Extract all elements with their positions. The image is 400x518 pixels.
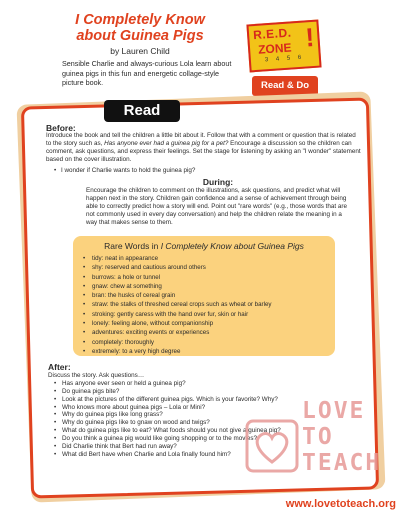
heart-icon [244,418,300,474]
rare-word-item: • stroking: gently caress with the hand over fur, skin or hair [83,310,325,319]
lesson-content [46,124,362,227]
before-text-part1: Introduce the book and tell the children a little bit about it. Follow that with a comment or question that is related to the story such as, [46,132,356,147]
after-heading: After: [48,362,71,372]
after-question: • Did Charlie think that Bert had run away? [54,443,348,451]
after-question: • Who knows more about guinea pigs – Lola or Mini? [54,404,348,412]
before-text-question: Has anyone ever had a guinea pig for a pet? [104,140,229,147]
logo-badge [246,20,321,73]
before-text [46,132,362,164]
rare-word-item: • straw: the stalks of threshed cereal crops such as wheat or barley [83,300,325,309]
watermark-word-to: TO [302,424,334,450]
before-text-part2: Encourage a discussion so the children can comment, ask questions, and express their feelings. Set the stage for listening by asking an "I wonder" statement based on the cover illustration. [46,140,361,163]
after-question: • What do guinea pigs like to eat? What foods should you not give a guinea pig? [54,427,348,435]
before-heading: Before: [46,123,76,133]
logo-red-text: R.E.D. [252,25,292,43]
during-heading: During: [202,177,234,187]
book-title-line1: I Completely Know [75,12,205,28]
rare-word-item: • gnaw: chew at something [83,282,325,291]
rare-words-title [83,241,325,252]
rare-words-list [83,254,325,356]
logo-read-do: Read & Do [252,76,318,96]
after-question: • Why do guinea pigs like long grass? [54,411,348,419]
rare-word-item: • extremely: to a very high degree [83,347,325,356]
rare-word-item: • tidy: neat in appearance [83,254,325,263]
after-question: • Has anyone ever seen or held a guinea pig? [54,380,348,388]
before-list [46,167,362,175]
rare-words-box [73,236,335,356]
book-title [40,12,240,44]
rare-words-title-prefix: Rare Words in [104,241,159,251]
rare-word-item: • lonely: feeling alone, without companionship [83,319,325,328]
book-author: by Lauren Child [110,46,170,56]
before-bullet: • I wonder if Charlie wants to hold the guinea pig? [54,167,362,175]
after-question: • Look at the pictures of the different guinea pigs. Which is your favorite? Why? [54,396,348,404]
during-text: Encourage the children to comment on the illustrations, ask questions, and predict what will happen next in the story. Children gain confidence and a sense of achievement through being able to correctly predict how a story will end. Point out "rare words" (e.g., those words that are not commonly used in every day conversation) and help the children relate the meaning in a way that makes sense to them. [86,187,348,226]
rare-word-item: • adventures: exciting events or experiences [83,328,325,337]
rare-word-item: • shy: reserved and cautious around others [83,263,325,272]
after-question: • Why do guinea pigs like to gnaw on wood and twigs? [54,419,348,427]
logo-exclamation-icon: ! [304,21,316,53]
love-to-teach-watermark [244,398,382,504]
website-url[interactable]: www.lovetoteach.org [285,498,396,510]
red-zone-logo [248,14,326,102]
after-question: • Do you think a guinea pig would like going shopping or to the movies? [54,435,348,443]
rare-word-item: • completely: thoroughly [83,338,325,347]
book-title-line2: about Guinea Pigs [76,28,204,44]
logo-zone-text: ZONE [257,40,292,57]
read-tab: Read [104,100,180,122]
watermark-word-teach: TEACH [302,450,382,476]
after-intro: Discuss the story. Ask questions… [48,371,145,379]
rare-word-item: • burrows: a hole or tunnel [83,273,325,282]
watermark-word-love: LOVE [302,398,366,424]
rare-words-title-book: I Completely Know about Guinea Pigs [160,241,304,251]
rare-word-item: • bran: the husks of cereal grain [83,291,325,300]
book-blurb: Sensible Charlie and always-curious Lola learn about guinea pigs in this fun and energetic collage-style picture book. [62,59,232,87]
logo-grade-numbers: 3 4 5 6 [264,54,305,64]
after-question: • Do guinea pigs bite? [54,388,348,396]
after-question: • What did Bert have when Charlie and Lola finally found him? [54,451,348,459]
